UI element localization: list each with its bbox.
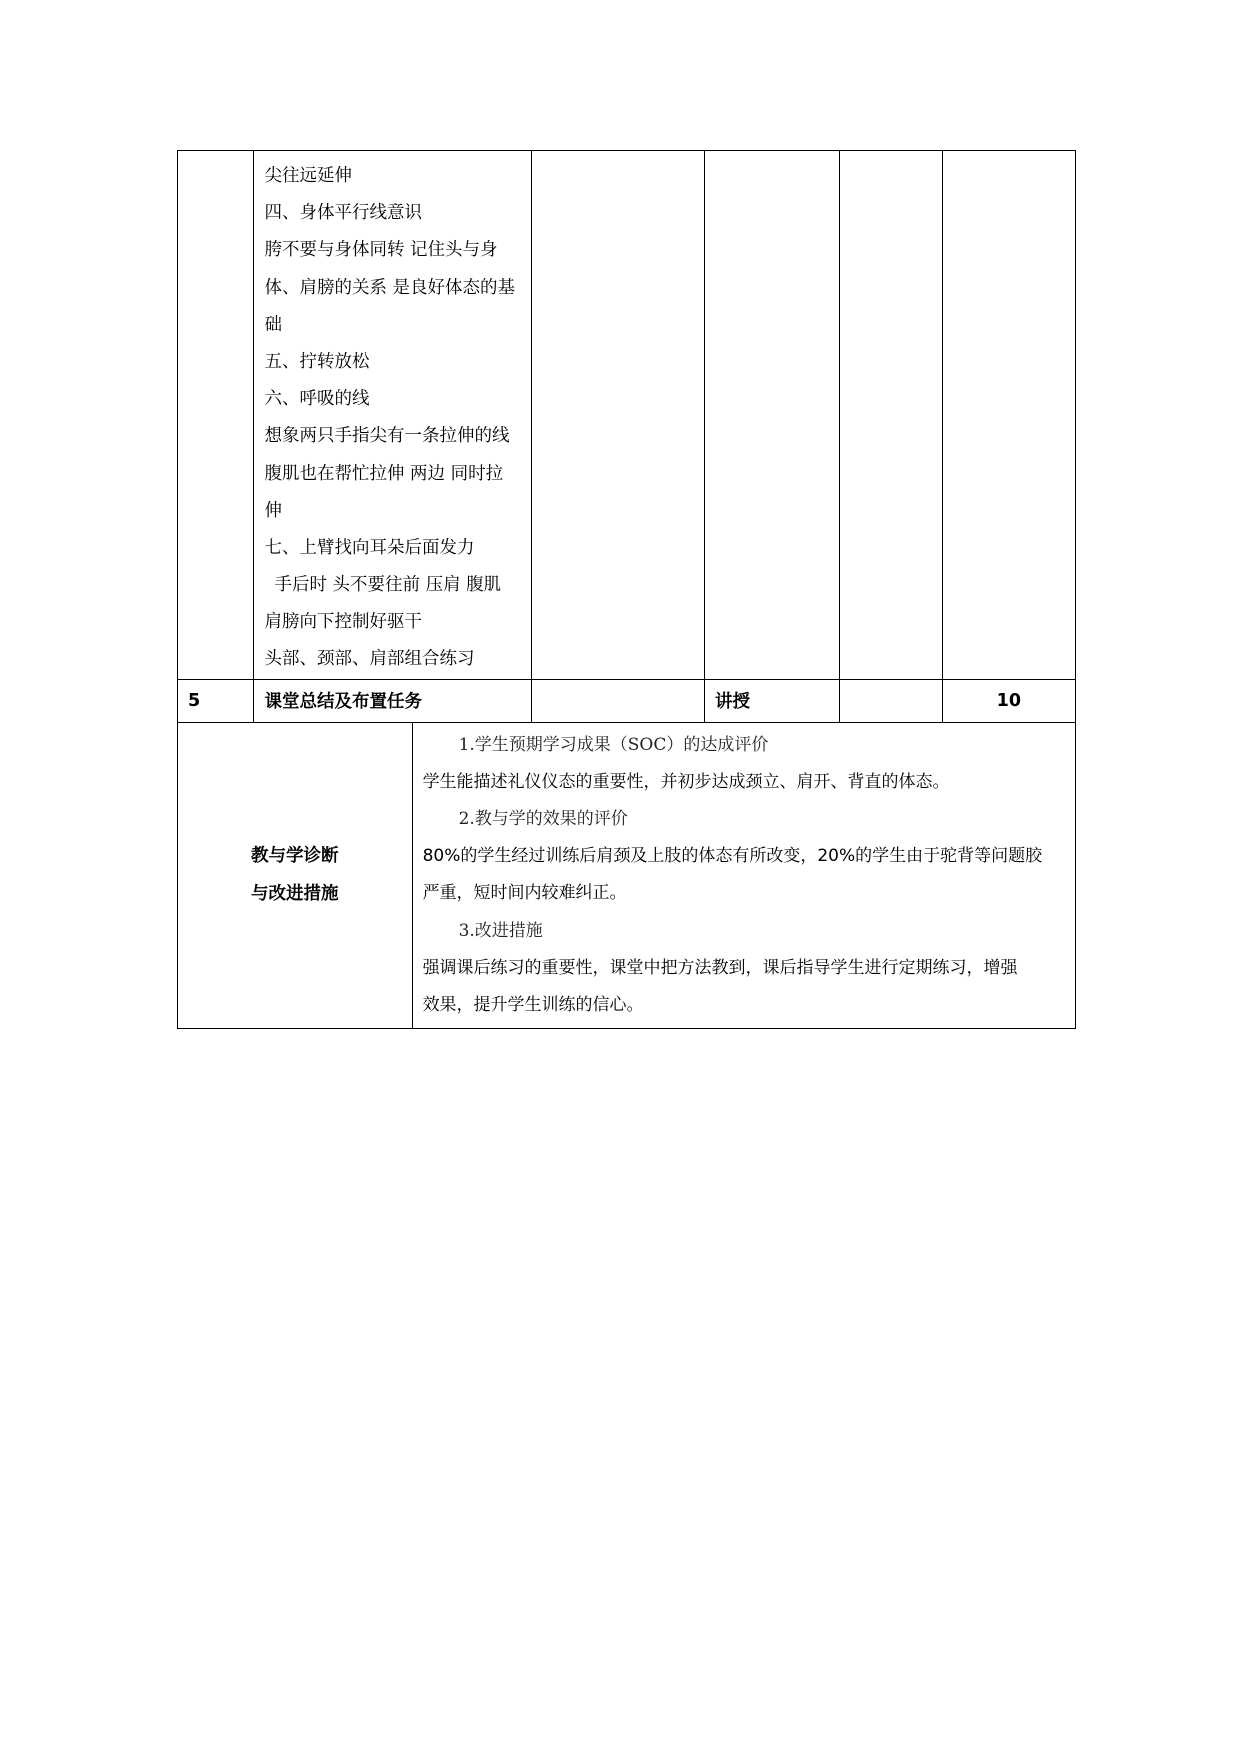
content-line: 肩膀向下控制好驱干 [264,612,422,633]
summary-resource-cell [840,679,942,722]
content-line: 尖往远延伸 [264,166,352,186]
continued-number-cell [178,151,254,680]
continued-time-cell [942,151,1075,680]
content-line: 伸 [264,500,282,521]
diagnosis-item1-text: 学生能描述礼仪仪态的重要性，并初步达成颈立、肩开、背直的体态。 [422,771,950,792]
summary-time: 10 [942,679,1075,722]
diagnosis-label-line1: 教与学诊断 [251,846,339,867]
summary-number: 5 [178,679,254,722]
diagnosis-item3-text-line1: 强调课后练习的重要性，课堂中把方法教到，课后指导学生进行定期练习，增强 [422,957,1018,978]
content-line: 体、肩膀的关系 是良好体态的基 [264,277,516,298]
diagnosis-label-cell [178,722,413,1029]
continued-design-cell [532,151,705,680]
continued-resource-cell [840,151,942,680]
diagnosis-row [178,722,1076,1029]
diagnosis-item2-text-line1: 80%的学生经过训练后肩颈及上肢的体态有所改变，20%的学生由于驼背等问题胶 [422,846,1043,867]
content-line: 四、身体平行线意识 [264,203,422,224]
content-line: 想象两只手指尖有一条拉伸的线 [264,426,510,447]
content-line: 七、上臂找向耳朵后面发力 [264,537,475,558]
diagnosis-item3-text-line2: 效果，提升学生训练的信心。 [422,994,644,1015]
diagnosis-content-cell [412,722,1075,1029]
diagnosis-item1-title: 1.学生预期学习成果（SOC）的达成评价 [458,734,769,755]
content-line: 六、呼吸的线 [264,389,370,410]
diagnosis-item3-title: 3.改进措施 [458,920,543,941]
content-line: 手后时 头不要往前 压肩 腹肌 [274,575,502,596]
content-line: 腹肌也在帮忙拉伸 两边 同时拉 [264,463,504,484]
content-line: 五、拧转放松 [264,351,370,372]
summary-row [178,679,1076,722]
diagnosis-item2-text-line2: 严重，短时间内较难纠正。 [422,883,627,904]
lesson-plan-table [177,150,1076,1029]
diagnosis-label-line2: 与改进措施 [251,884,339,905]
summary-design-cell [532,679,705,722]
continued-content-cell [254,151,532,680]
continued-row [178,151,1076,680]
diagnosis-item2-title: 2.教与学的效果的评价 [458,809,628,829]
summary-method: 讲授 [704,679,839,722]
content-line: 头部、颈部、肩部组合练习 [264,649,475,670]
continued-method-cell [704,151,839,680]
content-line: 础 [264,314,282,335]
content-line: 胯不要与身体同转 记住头与身 [264,240,498,261]
summary-content: 课堂总结及布置任务 [254,679,532,722]
